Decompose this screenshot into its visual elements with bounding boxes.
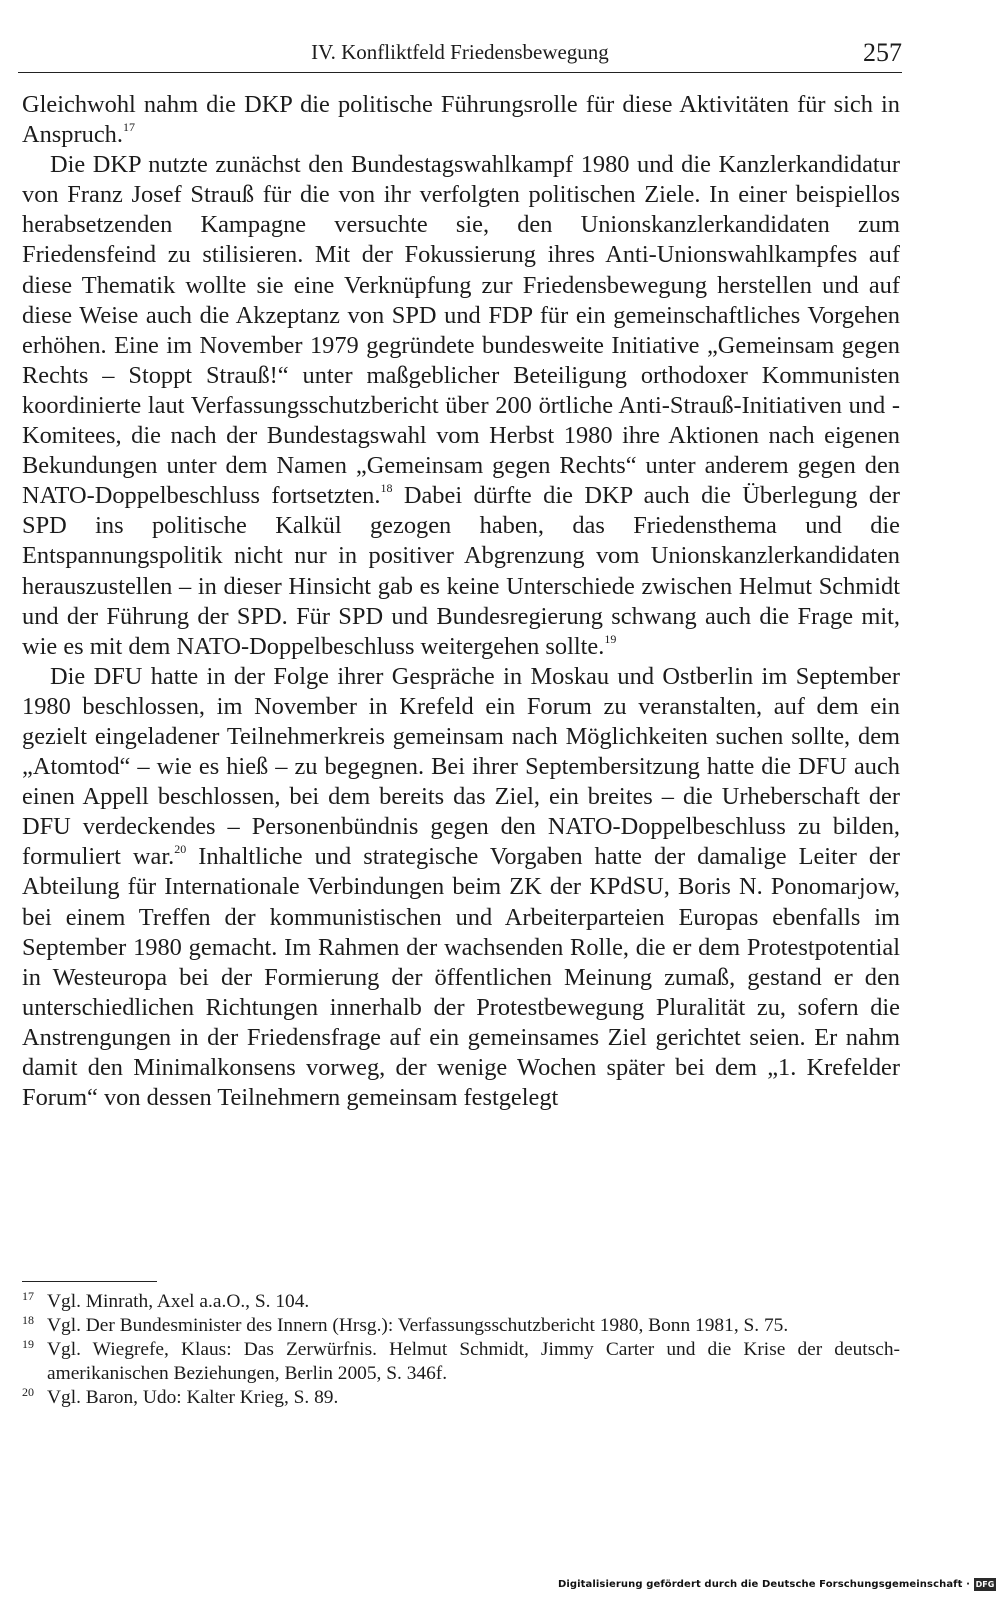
footnote-reference[interactable]: 18	[380, 481, 393, 496]
footnote	[22, 1314, 900, 1338]
footnote-number: 18	[22, 1313, 34, 1327]
paragraph-text: Die DFU hatte in der Folge ihrer Gespräche in Moskau und Ostberlin im September 1980 beschlossen, im November in Krefeld ein Forum zu veranstalten, auf dem ein gezielt eingeladener Teilnehmerkreis gemeinsam nach Möglichkeiten suchen sollte, dem „Atomtod“ – wie es hieß – zu begegnen. Bei ihrer Septembersitzung hatte die DFU auch einen Appell beschlossen, bei dem bereits das Ziel, ein breites – die Urheberschaft der DFU verdeckendes – Personenbündnis gegen den NATO-Doppelbeschluss zu bilden, formuliert war.	[22, 662, 900, 871]
digitization-note: Digitalisierung gefördert durch die Deutsche Forschungsgemeinschaft ·	[557, 1579, 970, 1590]
footnote-number: 17	[22, 1289, 34, 1303]
body-text	[22, 90, 900, 1113]
paragraph-text: Die DKP nutzte zunächst den Bundestagswahlkampf 1980 und die Kanzlerkandidatur von Franz Josef Strauß für die von ihr verfolgten politischen Ziele. In einer beispiellos herabsetzenden Kampagne versuchte sie, den Unionskanzlerkandidaten zum Friedensfeind zu stilisieren. Mit der Fokussierung ihres Anti-Unionswahlkampfes auf diese Thematik wollte sie eine Verknüpfung zur Friedensbewegung herstellen und auf diese Weise auch die Akzeptanz von SPD und FDP für ein gemeinschaftliches Vorgehen erhöhen. Eine im November 1979 gegründete bundesweite Initiative „Gemeinsam gegen Rechts – Stoppt Strauß!“ unter maßgeblicher Beteiligung orthodoxer Kommunisten koordinierte laut Verfassungsschutzbericht über 200 örtliche Anti-Strauß-Initiativen und -Komitees, die nach der Bundestagswahl vom Herbst 1980 ihre Aktionen nach eigenen Bekundungen unter dem Namen „Gemeinsam gegen Rechts“ unter anderem gegen den NATO-Doppelbeschluss fortsetzten.	[22, 151, 900, 510]
footnote-number: 19	[22, 1337, 34, 1351]
footnote-text: Vgl. Der Bundesminister des Innern (Hrsg.): Verfassungsschutzbericht 1980, Bonn 1981, S. 75.	[47, 1315, 789, 1336]
paragraph	[22, 150, 900, 662]
chapter-title: IV. Konfliktfeld Friedensbewegung	[311, 40, 609, 64]
running-header	[18, 38, 902, 73]
footnote-text: Vgl. Baron, Udo: Kalter Krieg, S. 89.	[47, 1387, 339, 1408]
footnotes	[22, 1290, 900, 1410]
footnote-text: Vgl. Minrath, Axel a.a.O., S. 104.	[47, 1291, 310, 1312]
paragraph	[22, 662, 900, 1113]
footnote-reference[interactable]: 20	[174, 842, 187, 857]
footnote-reference[interactable]: 19	[604, 631, 617, 646]
paragraph	[22, 90, 900, 150]
paragraph-text: Dabei dürfte die DKP auch die Überlegung der SPD ins politische Kalkül gezogen haben, das Friedensthema und die Entspannungspolitik nicht nur in positiver Abgrenzung vom Unionskanzlerkandidaten herauszustellen – in dieser Hinsicht gab es keine Unterschiede zwischen Helmut Schmidt und der Führung der SPD. Für SPD und Bundesregierung schwang auch die Frage mit, wie es mit dem NATO-Doppelbeschluss weitergehen sollte.	[22, 482, 900, 660]
page-number: 257	[863, 38, 902, 67]
footnote	[22, 1290, 900, 1314]
footnote-text: Vgl. Wiegrefe, Klaus: Das Zerwürfnis. Helmut Schmidt, Jimmy Carter und die Krise der deutsch-amerikanischen Beziehungen, Berlin 2005, S. 346f.	[47, 1339, 900, 1384]
footnote-reference[interactable]: 17	[122, 119, 135, 134]
footnote-separator	[22, 1281, 157, 1282]
footnote	[22, 1338, 900, 1386]
dfg-logo: DFG	[975, 1580, 995, 1589]
footnote-number: 20	[22, 1385, 34, 1399]
footnote	[22, 1386, 900, 1410]
paragraph-text: Gleichwohl nahm die DKP die politische Führungsrolle für diese Aktivitäten für sich in Anspruch.	[22, 91, 900, 149]
paragraph-text: Inhaltliche und strategische Vorgaben hatte der damalige Leiter der Abteilung für Internationale Verbindungen beim ZK der KPdSU, Boris N. Ponomarjow, bei einem Treffen der kommunistischen und Arbeiterparteien Europas ebenfalls im September 1980 gemacht. Im Rahmen der wachsenden Rolle, die er dem Protestpotential in Westeuropa bei der Formierung der öffentlichen Meinung zumaß, gestand er den unterschiedlichen Richtungen innerhalb der Protestbewegung Pluralität zu, sofern die Anstrengungen in der Friedensfrage auf ein gemeinsames Ziel gerichtet seien. Er nahm damit den Minimalkonsens vorweg, der wenige Wochen später bei dem „1. Krefelder Forum“ von dessen Teilnehmern gemeinsam festgelegt	[22, 843, 900, 1112]
